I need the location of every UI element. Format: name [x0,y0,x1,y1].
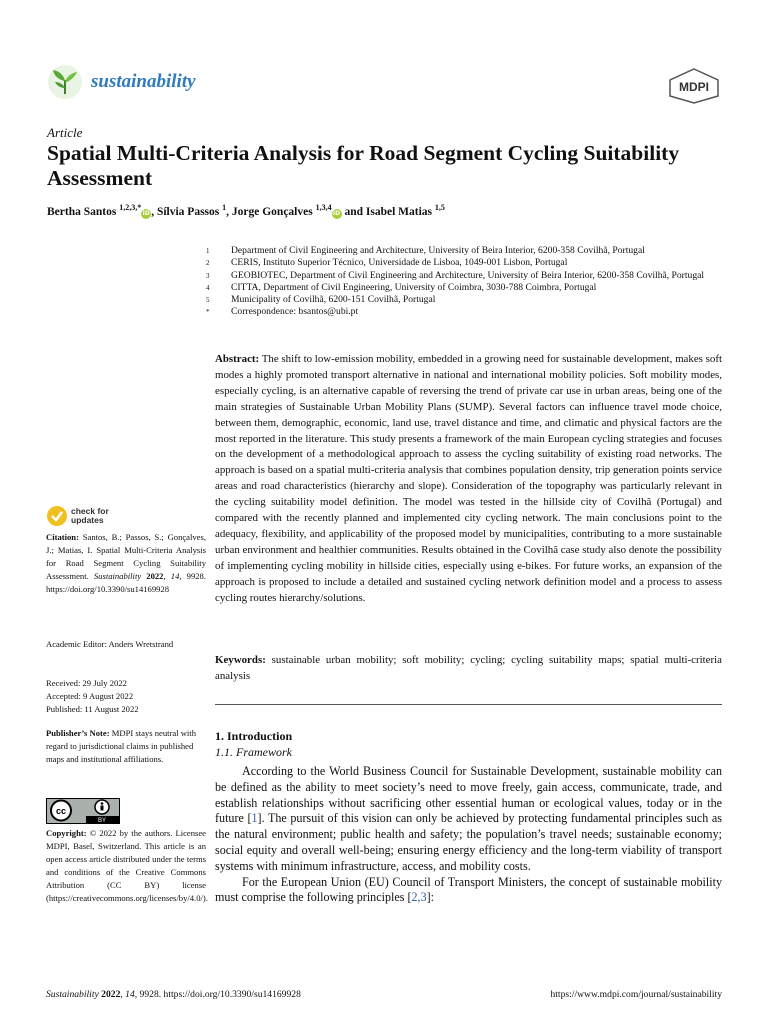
svg-text:cc: cc [55,806,67,816]
journal-name: sustainability [91,71,196,92]
check-updates-line1: check for [71,506,109,516]
footer-journal-url[interactable]: https://www.mdpi.com/journal/sustainability [550,989,722,1000]
check-updates-line2: updates [71,515,104,525]
divider [215,704,722,705]
article-title: Spatial Multi-Criteria Analysis for Road Segment Cycling Suitability Assessment [47,141,680,190]
keywords-text: sustainable urban mobility; soft mobility; cycling; cycling suitability maps; spatial multi-criteria analysis [215,654,722,682]
publishers-note: Publisher’s Note: MDPI stays neutral with regard to jurisdictional claims in published maps and institutional affiliations. [46,728,196,764]
leaf-plant-icon [47,64,83,100]
correspondence: * Correspondence: bsantos@ubi.pt [206,306,359,318]
affiliation-item: 2 CERIS, Instituto Superior Técnico, Universidade de Lisboa, 1049-001 Lisbon, Portugal [206,257,568,269]
check-updates-icon [46,505,68,527]
author-list: Bertha Santos $^{1,2,3,*}$iD, Sílvia Passos $^1$, Jorge Gonçalves $^{1,3,4}$iD and Isabel Matias $^{1,5}$ [47,203,445,218]
mdpi-hexagon-icon [668,68,720,104]
author-affil-sup: 1,3,4 [315,203,332,212]
orcid-icon[interactable]: iD [142,209,150,217]
author-affil-sup: 1,2,3,* [119,203,142,212]
citation-doi[interactable]: , 9928. https://doi.org/10.3390/su14169928 [46,571,206,594]
creative-commons-icon [46,798,120,824]
paragraph: According to the World Business Council for Sustainable Development, sustainable mobility can be defined as the ability to meet society’s need to move freely, gain access, communicate, trade, and establish relationships without sacrificing other essential human or ecological values, today or in the future [1]. The pursuit of this vision can only be achieved by protecting fundamental principles such as the natural environment; public health and safety; the population’s travel needs; sustainable economy; social equity and overall well-being; ensuring energy efficiency and the long-term viability of transport systems with minimum infrastructure, access, and mobility costs. [215,764,722,873]
academic-editor: Academic Editor: Anders Wretstrand [46,639,174,649]
subsection-heading: 1.1. Framework [215,745,292,759]
copyright: Copyright: © 2022 by the authors. Licensee MDPI, Basel, Switzerland. This article is an open access article distributed under the terms and conditions of the Creative Commons Attribution (CC BY) license (https://creativecommons.org/licenses/by/4.0/). [46,828,208,903]
mdpi-logo[interactable] [668,68,720,109]
published-date: Published: 11 August 2022 [46,704,139,714]
cc-by-license-badge[interactable] [46,798,120,829]
abstract-text: The shift to low-emission mobility, embedded in a growing need for sustainable development, makes soft modes a highly promoted transport alternative in national and international mobility policies. Soft mobility modes, especially cycling, is an alternative capable of reversing the trend of private car use in urban areas, being one of the main strategies of Sustainable Urban Mobility Plans (SUMP). Several factors can influence travel mode choice, between them, demographic, economic, land use, travel distance and time, and climatic and physical factors are the most reported in the literature. This study presents a framework of the main European cycling strategies and focuses on the development of a methodological approach to assess the cycling suitability of existing road networks. The approach is based on a spatial multi-criteria analysis that combines population density, trip generation points service areas and road characteristics (hierarchy and slope). Consideration of the topography was particularly relevant in the cycling suitability model definition. The model was tested in the hillside city of Covilhã (Portugal) and compared with the recently planned and implemented city cycling network. The main conclusions point to the adequacy, flexibility, and applicability of the proposed model by municipalities, contributing to a more sustainable urban environment and healthier communities. Results obtained in the Covilhã case study also denote the possibility of implementing cycling mobility in hillside cities, especially using e-bikes. For future works, an expansion of the approach is proposed to include a detailed and sustained cycling network definition model and a process to assess cycling routes hierarchy/solutions. [215,353,722,604]
paragraph: For the European Union (EU) Council of Transport Ministers, the concept of sustainable mobility must comprise the following principles [2,3]: [215,874,722,905]
keywords-label: Keywords: [215,654,266,666]
keywords [215,653,722,685]
orcid-icon[interactable]: iD [333,209,341,217]
affiliations [206,245,726,319]
author-name[interactable]: Isabel Matias [365,205,432,218]
section-heading: 1. Introduction [215,729,293,743]
affiliation-item: 3 GEOBIOTEC, Department of Civil Engineering and Architecture, University of Beira Interior, 6200-358 Covilhã, Portugal [206,269,705,281]
svg-text:BY: BY [97,818,107,824]
accepted-date: Accepted: 9 August 2022 [46,691,134,701]
publication-dates [46,677,206,716]
reference-link[interactable]: 2,3 [411,890,427,905]
author-name[interactable]: Bertha Santos [47,205,117,218]
body-text [215,764,722,906]
mdpi-label: MDPI [679,80,709,94]
affiliation-item: 4 CITTA, Department of Civil Engineering, University of Coimbra, 3030-788 Coimbra, Portugal [206,281,597,293]
article-type: Article [47,125,83,140]
author-affil-sup: 1 [222,203,227,212]
affiliation-item: 1 Department of Civil Engineering and Architecture, University of Beira Interior, 6200-358 Covilhã, Portugal [206,245,645,256]
journal-logo[interactable] [47,64,196,100]
received-date: Received: 29 July 2022 [46,678,127,688]
abstract [215,352,722,607]
footer-citation: Sustainability 2022, 14, 9928. https://doi.org/10.3390/su14169928 [46,989,301,1000]
affiliation-item: 5 Municipality of Covilhã, 6200-151 Covilhã, Portugal [206,294,436,306]
footer-doi-link[interactable]: , 9928. https://doi.org/10.3390/su14169928 [134,989,301,1000]
check-for-updates-badge[interactable] [46,505,109,527]
abstract-label: Abstract: [215,353,260,365]
author-name[interactable]: Jorge Gonçalves [231,205,313,218]
author-name[interactable]: Sílvia Passos [156,205,220,218]
citation: Citation: Santos, B.; Passos, S.; Gonçalves, J.; Matias, I. Spatial Multi-Criteria Analysis for Road Segment Cycling Suitability Assessment. Sustainability 2022, 14, 9928. https://doi.org/10.3390/su14169928 [46,532,206,594]
author-affil-sup: 1,5 [434,203,445,212]
reference-link[interactable]: 1 [251,811,258,826]
